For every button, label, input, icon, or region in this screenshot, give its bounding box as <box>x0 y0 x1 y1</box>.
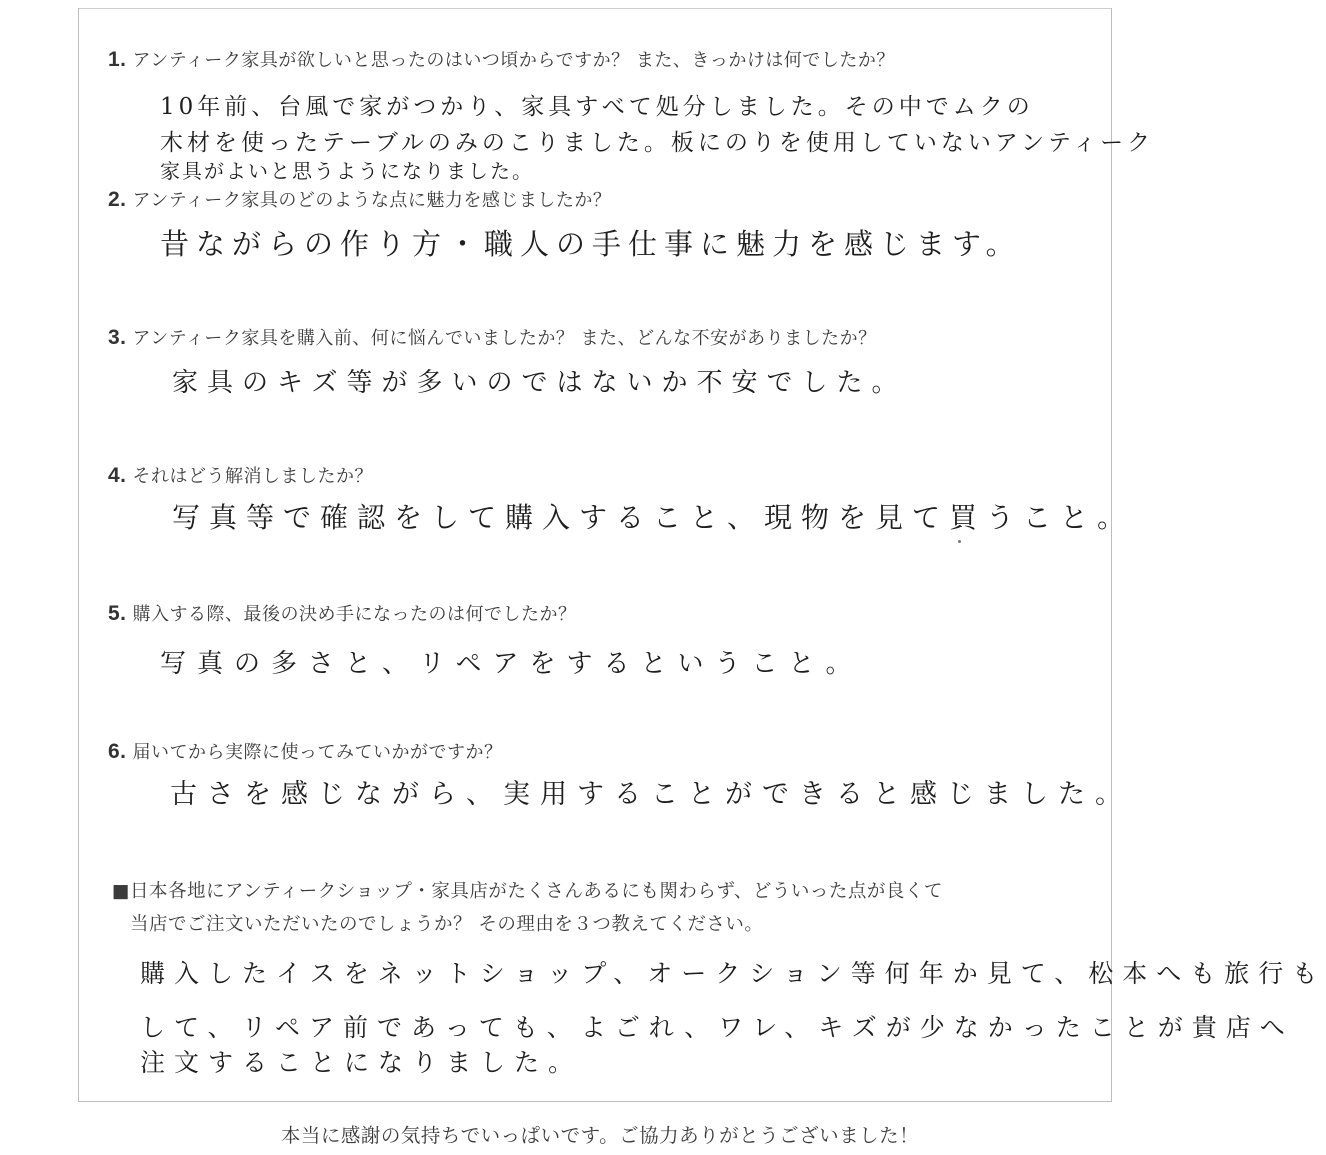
question-text: アンティーク家具を購入前、何に悩んでいましたか？ また、どんな不安がありましたか？ <box>132 328 877 349</box>
answer-5: 写真の多さと、リペアをするということ。 <box>160 649 863 679</box>
question-text: 購入する際、最後の決め手になったのは何でしたか？ <box>132 604 577 625</box>
question-number: 4. <box>108 464 127 487</box>
question-number: 3. <box>108 326 127 349</box>
final-answer-line-1: 購入したイスをネットショップ、オークション等何年か見て、松本へも旅行も <box>140 959 1326 988</box>
answer-1-line-1: 10年前、台風で家がつかり、家具すべて処分しました。その中でムクの <box>160 94 1034 120</box>
answer-2: 昔ながらの作り方・職人の手仕事に魅力を感じます。 <box>160 227 1022 261</box>
question-number: 2. <box>108 188 127 211</box>
question-1 <box>108 46 895 72</box>
question-3 <box>108 324 877 350</box>
stray-mark <box>958 540 961 543</box>
question-6 <box>108 738 503 764</box>
question-text: それはどう解消しましたか？ <box>132 466 374 487</box>
question-number: 1. <box>108 48 127 71</box>
answer-1-line-3: 家具がよいと思うようになりました。 <box>160 159 534 183</box>
answer-1-line-2: 木材を使ったテーブルのみのこりました。板にのりを使用していないアンティーク <box>160 130 1155 156</box>
answer-3: 家具のキズ等が多いのではないか不安でした。 <box>172 368 907 398</box>
question-4 <box>108 462 373 488</box>
question-number: 6. <box>108 740 127 763</box>
answer-6: 古さを感じながら、実用することができると感じました。 <box>170 779 1132 810</box>
question-5 <box>108 600 577 626</box>
question-2 <box>108 186 611 212</box>
question-number: 5. <box>108 602 127 625</box>
answer-4: 写真等で確認をして購入すること、現物を見て買うこと。 <box>172 501 1135 534</box>
final-answer-line-3: 注文することになりました。 <box>140 1048 583 1077</box>
thank-you-footer: 本当に感謝の気持ちでいっぱいです。ご協力ありがとうございました！ <box>280 1124 920 1147</box>
final-question-line-2: 当店でご注文いただいたのでしょうか？ その理由を３つ教えてください。 <box>130 914 764 935</box>
question-text: 届いてから実際に使ってみていかがですか？ <box>132 742 503 763</box>
final-answer-line-2: して、リペア前であっても、よごれ、ワレ、キズが少なかったことが貴店へ <box>140 1013 1294 1042</box>
question-text: アンティーク家具が欲しいと思ったのはいつ頃からですか？ また、きっかけは何でしたか？ <box>132 50 895 71</box>
question-text: アンティーク家具のどのような点に魅力を感じましたか？ <box>132 190 612 211</box>
final-question-line-1: ■日本各地にアンティークショップ・家具店がたくさんあるにも関わらず、どういった点が良くて <box>112 881 943 902</box>
